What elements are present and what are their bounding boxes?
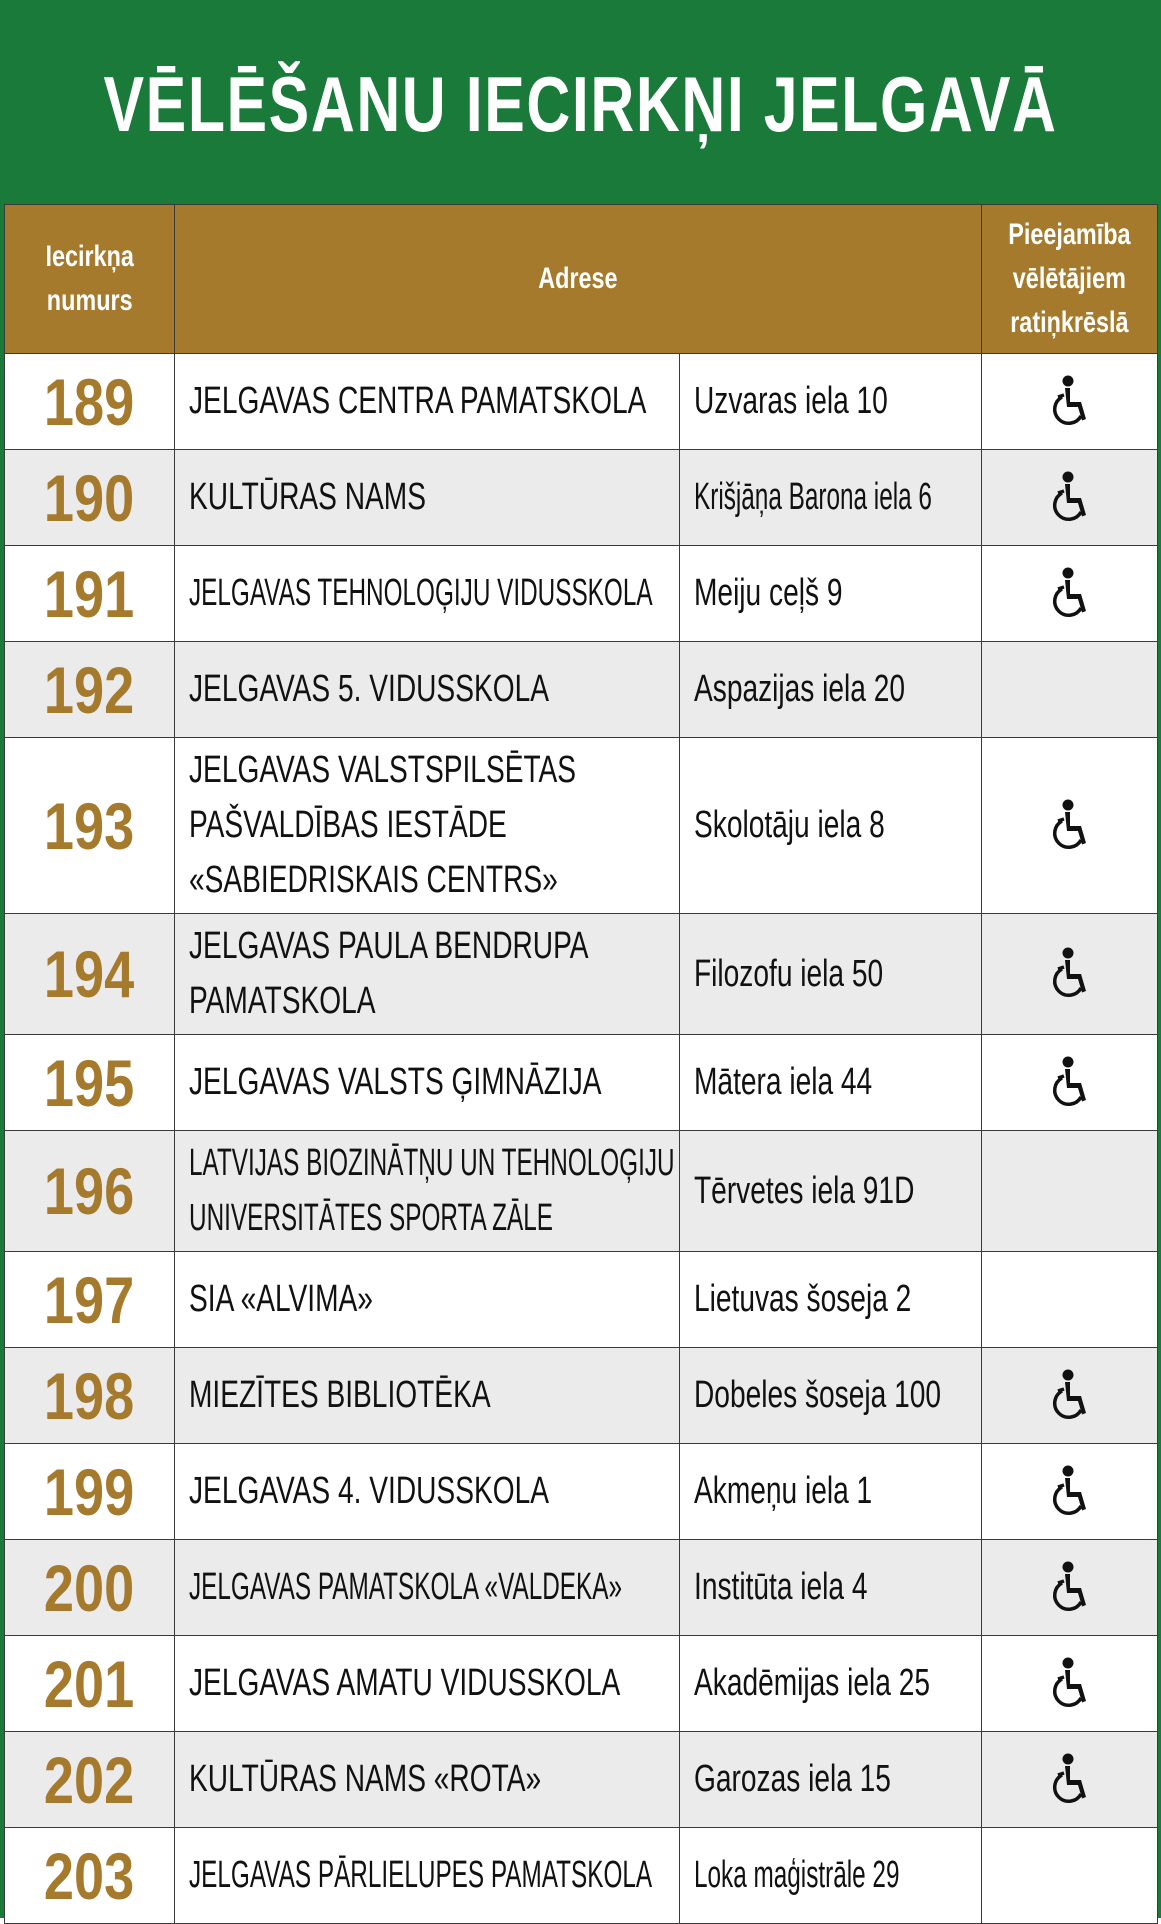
- station-number: 195: [44, 1045, 135, 1120]
- station-number-cell: [5, 738, 175, 914]
- station-address: Mātera iela 44: [694, 1061, 873, 1103]
- station-name-cell: [175, 914, 680, 1035]
- station-name-cell: [175, 1732, 680, 1828]
- station-name-line: JELGAVAS 5. VIDUSSKOLA: [189, 668, 549, 710]
- station-address: Krišjāņa Barona iela 6: [694, 476, 932, 518]
- table-row: [5, 1252, 1158, 1348]
- station-name-cell: [175, 546, 680, 642]
- wheelchair-icon: [1048, 567, 1092, 621]
- station-name-cell: [175, 1252, 680, 1348]
- station-name-cell: [175, 1828, 680, 1924]
- station-address-cell: [680, 1348, 982, 1444]
- station-name-cell: [175, 1636, 680, 1732]
- station-number: 194: [44, 937, 135, 1011]
- table-row: [5, 642, 1158, 738]
- station-address-cell: [680, 914, 982, 1035]
- title-bar: [4, 4, 1157, 204]
- station-number: 199: [44, 1454, 135, 1529]
- station-name-line: JELGAVAS 4. VIDUSSKOLA: [189, 1470, 549, 1512]
- table-row: [5, 450, 1158, 546]
- station-name-line: JELGAVAS PĀRLIELUPES PAMATSKOLA: [189, 1854, 653, 1896]
- wheelchair-icon: [1048, 375, 1092, 429]
- station-name-cell: [175, 354, 680, 450]
- accessibility-cell: [982, 738, 1158, 914]
- station-name-cell: [175, 1035, 680, 1131]
- station-number: 200: [44, 1550, 135, 1625]
- wheelchair-icon: [1048, 1561, 1092, 1615]
- station-address-cell: [680, 1540, 982, 1636]
- station-name-line: JELGAVAS PAMATSKOLA «VALDEKA»: [189, 1566, 622, 1608]
- station-address-cell: [680, 1252, 982, 1348]
- station-number-cell: [5, 1636, 175, 1732]
- station-name-line: PAMATSKOLA: [189, 980, 376, 1022]
- station-address: Akmeņu iela 1: [694, 1470, 873, 1512]
- accessibility-cell: [982, 1636, 1158, 1732]
- accessibility-cell: [982, 1828, 1158, 1924]
- table-row: [5, 354, 1158, 450]
- station-address: Akadēmijas iela 25: [694, 1662, 931, 1704]
- station-address-cell: [680, 738, 982, 914]
- station-number: 203: [44, 1838, 135, 1913]
- table-row: [5, 738, 1158, 914]
- station-number-cell: [5, 1348, 175, 1444]
- accessibility-cell: [982, 546, 1158, 642]
- table-row: [5, 1035, 1158, 1131]
- station-name-line: KULTŪRAS NAMS: [189, 476, 426, 518]
- station-name-line: SIA «ALVIMA»: [189, 1278, 373, 1320]
- accessibility-cell: [982, 1444, 1158, 1540]
- accessibility-cell: [982, 1732, 1158, 1828]
- station-name-line: JELGAVAS TEHNOLOĢIJU VIDUSSKOLA: [189, 572, 653, 614]
- accessibility-cell: [982, 1348, 1158, 1444]
- station-number: 190: [44, 460, 135, 535]
- accessibility-cell: [982, 450, 1158, 546]
- station-address: Lietuvas šoseja 2: [694, 1278, 912, 1320]
- station-name-cell: [175, 1444, 680, 1540]
- station-number-cell: [5, 546, 175, 642]
- wheelchair-icon: [1048, 1369, 1092, 1423]
- table-row: [5, 1540, 1158, 1636]
- accessibility-cell: [982, 354, 1158, 450]
- station-address: Tērvetes iela 91D: [694, 1169, 915, 1212]
- header-access: [982, 205, 1158, 354]
- wheelchair-icon: [1048, 1056, 1092, 1110]
- station-number-cell: [5, 1252, 175, 1348]
- station-address-cell: [680, 546, 982, 642]
- station-name-cell: [175, 450, 680, 546]
- station-name-line: JELGAVAS PAULA BENDRUPA: [189, 925, 589, 967]
- polling-stations-table: [4, 204, 1158, 1924]
- station-address-cell: [680, 354, 982, 450]
- table-row: [5, 1131, 1158, 1252]
- accessibility-cell: [982, 1540, 1158, 1636]
- wheelchair-icon: [1048, 947, 1092, 1001]
- station-address: Uzvaras iela 10: [694, 380, 888, 422]
- station-name-line: JELGAVAS AMATU VIDUSSKOLA: [189, 1662, 621, 1704]
- station-address: Meiju ceļš 9: [694, 572, 843, 614]
- header-access-line-1: Pieejamība: [1008, 218, 1131, 251]
- station-number: 197: [44, 1262, 135, 1337]
- header-number-line-1: Iecirkņa: [45, 240, 134, 273]
- station-name-cell: [175, 642, 680, 738]
- station-address-cell: [680, 642, 982, 738]
- table-row: [5, 1828, 1158, 1924]
- table-row: [5, 914, 1158, 1035]
- station-number: 202: [44, 1742, 135, 1817]
- station-name-line: MIEZĪTES BIBLIOTĒKA: [189, 1374, 491, 1416]
- station-address: Institūta iela 4: [694, 1566, 868, 1608]
- station-name-line: JELGAVAS VALSTS ĢIMNĀZIJA: [189, 1061, 602, 1103]
- wheelchair-icon: [1048, 471, 1092, 525]
- station-number: 196: [44, 1154, 135, 1228]
- station-address-cell: [680, 1732, 982, 1828]
- station-number-cell: [5, 1444, 175, 1540]
- station-address-cell: [680, 1828, 982, 1924]
- wheelchair-icon: [1048, 1657, 1092, 1711]
- station-name-cell: [175, 738, 680, 914]
- station-address-cell: [680, 450, 982, 546]
- station-name-cell: [175, 1131, 680, 1252]
- station-number-cell: [5, 1540, 175, 1636]
- station-name-line: LATVIJAS BIOZINĀTŅU UN TEHNOLOĢIJU: [189, 1142, 675, 1184]
- station-name-line: «SABIEDRISKAIS CENTRS»: [189, 859, 558, 901]
- station-name-cell: [175, 1348, 680, 1444]
- station-number-cell: [5, 354, 175, 450]
- station-address: Loka maģistrāle 29: [694, 1854, 900, 1896]
- station-address-cell: [680, 1636, 982, 1732]
- table-row: [5, 1636, 1158, 1732]
- station-number-cell: [5, 1732, 175, 1828]
- wheelchair-icon: [1048, 1753, 1092, 1807]
- header-number-line-2: numurs: [46, 284, 133, 317]
- table-header-row: [5, 205, 1158, 354]
- station-address: Dobeles šoseja 100: [694, 1374, 941, 1416]
- station-number-cell: [5, 1035, 175, 1131]
- wheelchair-icon: [1048, 1465, 1092, 1519]
- station-address: Aspazijas iela 20: [694, 668, 906, 710]
- accessibility-cell: [982, 1131, 1158, 1252]
- station-number-cell: [5, 1131, 175, 1252]
- station-address-cell: [680, 1444, 982, 1540]
- table-row: [5, 1444, 1158, 1540]
- accessibility-cell: [982, 914, 1158, 1035]
- header-number: [5, 205, 175, 354]
- station-number: 193: [44, 788, 135, 863]
- station-number: 191: [44, 556, 135, 631]
- station-number: 201: [44, 1646, 135, 1721]
- accessibility-cell: [982, 1035, 1158, 1131]
- station-number: 189: [44, 364, 135, 439]
- station-name-line: KULTŪRAS NAMS «ROTA»: [189, 1758, 542, 1800]
- station-name-cell: [175, 1540, 680, 1636]
- table-row: [5, 546, 1158, 642]
- header-address: [175, 205, 982, 354]
- station-number-cell: [5, 914, 175, 1035]
- station-number-cell: [5, 642, 175, 738]
- station-name-line: JELGAVAS VALSTSPILSĒTAS: [189, 749, 577, 791]
- station-name-line: UNIVERSITĀTES SPORTA ZĀLE: [189, 1197, 553, 1239]
- station-name-line: PAŠVALDĪBAS IESTĀDE: [189, 804, 507, 846]
- station-address-cell: [680, 1035, 982, 1131]
- station-address: Filozofu iela 50: [694, 952, 884, 995]
- station-address-cell: [680, 1131, 982, 1252]
- page-title: VĒLĒŠANU IECIRKŅI JELGAVĀ: [103, 59, 1058, 148]
- station-number: 192: [44, 652, 135, 727]
- station-name-line: JELGAVAS CENTRA PAMATSKOLA: [189, 380, 647, 422]
- header-address-label: Adrese: [538, 262, 618, 295]
- table-row: [5, 1348, 1158, 1444]
- station-number: 198: [44, 1358, 135, 1433]
- station-address: Skolotāju iela 8: [694, 804, 885, 846]
- station-address: Garozas iela 15: [694, 1758, 891, 1800]
- accessibility-cell: [982, 642, 1158, 738]
- station-number-cell: [5, 1828, 175, 1924]
- header-access-line-2: vēlētājiem: [1012, 262, 1127, 295]
- header-access-line-3: ratiņkrēslā: [1010, 306, 1129, 339]
- wheelchair-icon: [1048, 799, 1092, 853]
- station-number-cell: [5, 450, 175, 546]
- table-row: [5, 1732, 1158, 1828]
- accessibility-cell: [982, 1252, 1158, 1348]
